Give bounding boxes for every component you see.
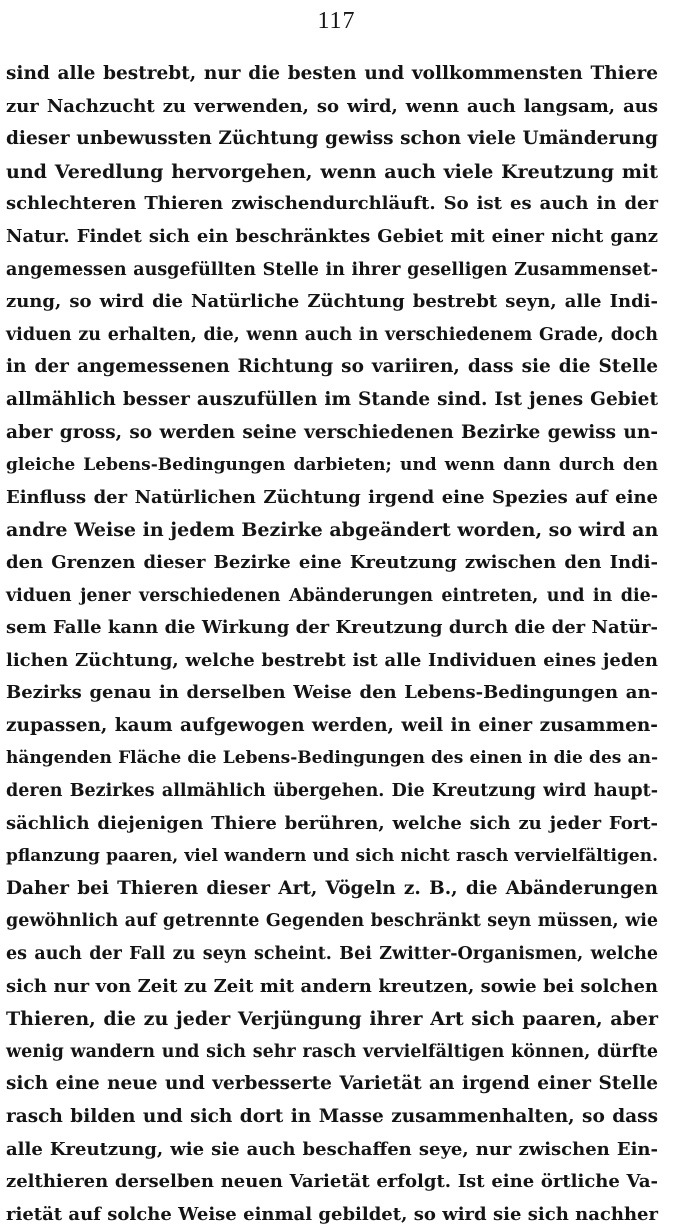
text-line: sem Falle kann die Wirkung der Kreutzung durch die der Natür- [6, 617, 658, 639]
text-line: hängenden Fläche die Lebens-Bedingungen des einen in die des an- [6, 748, 658, 769]
text-line: lichen Züchtung, welche bestrebt ist alle Individuen eines jeden [6, 649, 658, 671]
text-line: in der angemessenen Richtung so variiren, dass sie die Stelle [6, 356, 658, 378]
text-line: zelthieren derselben neuen Varietät erfolgt. Ist eine örtliche Va- [6, 1171, 658, 1193]
text-line: zupassen, kaum aufgewogen werden, weil in einer zusammen- [6, 714, 658, 736]
text-line: pflanzung paaren, viel wandern und sich nicht rasch vervielfältigen. [6, 846, 658, 867]
text-line: dieser unbewussten Züchtung gewiss schon viele Umänderung [6, 128, 658, 150]
text-line: den Grenzen dieser Bezirke eine Kreutzung zwischen den Indi- [6, 551, 658, 573]
text-line: Natur. Findet sich ein beschränktes Gebiet mit einer nicht ganz [6, 225, 658, 247]
text-line: sächlich diejenigen Thiere berühren, welche sich zu jeder Fort- [6, 812, 658, 834]
body-text [6, 58, 658, 1231]
text-line: deren Bezirkes allmählich übergehen. Die Kreutzung wird haupt- [6, 781, 658, 802]
text-line: sind alle bestrebt, nur die besten und vollkommensten Thiere [6, 63, 658, 84]
text-line: Thieren, die zu jeder Verjüngung ihrer Art sich paaren, aber [6, 1008, 658, 1031]
text-line: gewöhnlich auf getrennte Gegenden beschränkt seyn müssen, wie [6, 911, 658, 932]
text-line: viduen zu erhalten, die, wenn auch in verschiedenem Grade, doch [6, 324, 658, 345]
text-line: allmählich besser auszufüllen im Stande sind. Ist jenes Gebiet [6, 388, 658, 410]
text-line: rasch bilden und sich dort in Masse zusammenhalten, so dass [6, 1106, 658, 1127]
text-line: sich eine neue und verbesserte Varietät an irgend einer Stelle [6, 1073, 658, 1095]
text-line: andre Weise in jedem Bezirke abgeändert worden, so wird an [6, 519, 659, 542]
text-line: Bezirks genau in derselben Weise den Lebens-Bedingungen an- [6, 682, 658, 704]
text-line: es auch der Fall zu seyn scheint. Bei Zwitter-Organismen, welche [6, 944, 658, 965]
text-line: sich nur von Zeit zu Zeit mit andern kreutzen, sowie bei solchen [6, 975, 658, 997]
text-line: schlechteren Thieren zwischendurchläuft. So ist es auch in der [6, 193, 658, 215]
text-line: aber gross, so werden seine verschiedenen Bezirke gewiss un- [6, 421, 658, 443]
text-line: alle Kreutzung, wie sie auch beschaffen seye, nur zwischen Ein- [6, 1138, 658, 1160]
page-number: 117 [317, 8, 356, 34]
text-line: und Veredlung hervorgehen, wenn auch viele Kreutzung mit [6, 160, 658, 183]
text-line: rietät auf solche Weise einmal gebildet, so wird sie sich nachher [6, 1203, 658, 1225]
text-line: viduen jener verschiedenen Abänderungen eintreten, und in die- [6, 585, 658, 606]
text-line: zur Nachzucht zu verwenden, so wird, wenn auch langsam, aus [6, 95, 658, 117]
text-line: wenig wandern und sich sehr rasch vervielfältigen können, dürfte [6, 1041, 658, 1062]
text-line: angemessen ausgefüllten Stelle in ihrer geselligen Zusammenset- [6, 259, 658, 280]
text-line: gleiche Lebens-Bedingungen darbieten; und wenn dann durch den [6, 455, 658, 476]
text-line: Einfluss der Natürlichen Züchtung irgend eine Spezies auf eine [6, 486, 658, 508]
text-line: Daher bei Thieren dieser Art, Vögeln z. B., die Abänderungen [6, 877, 658, 899]
text-line: zung, so wird die Natürliche Züchtung bestrebt seyn, alle Indi- [6, 291, 658, 313]
